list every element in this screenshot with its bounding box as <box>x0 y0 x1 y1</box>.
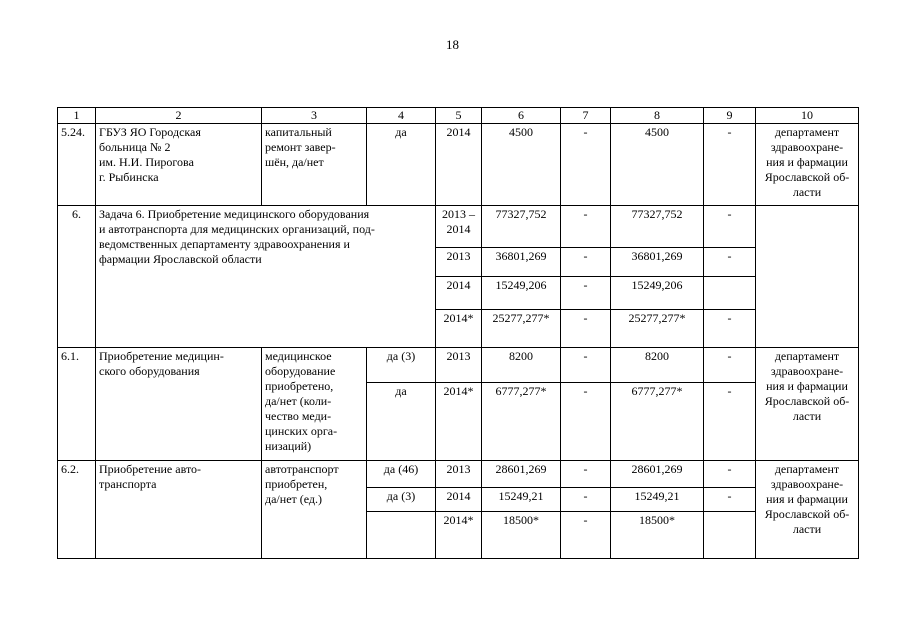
row-year: 2014 <box>436 124 482 206</box>
row-executor: департамент здравоохране- ния и фармации Ярославской об- ласти <box>756 461 859 559</box>
table-row <box>58 348 859 383</box>
header-cell: 1 <box>58 108 96 124</box>
table-row <box>58 206 859 248</box>
row-executor: департамент здравоохране- ния и фармации Ярославской об- ласти <box>756 124 859 206</box>
row-col9: - <box>704 461 756 488</box>
header-cell: 10 <box>756 108 859 124</box>
row-name: ГБУЗ ЯО Городская больница № 2 им. Н.И. Пирогова г. Рыбинска <box>96 124 262 206</box>
row-year: 2013 <box>436 461 482 488</box>
header-cell: 7 <box>561 108 611 124</box>
program-table <box>57 107 859 559</box>
header-cell: 3 <box>262 108 367 124</box>
row-value: да (3) <box>367 348 436 383</box>
row-col8: 8200 <box>611 348 704 383</box>
header-cell: 6 <box>482 108 561 124</box>
row-col6: 8200 <box>482 348 561 383</box>
row-col7: - <box>561 461 611 488</box>
header-cell: 5 <box>436 108 482 124</box>
row-col9: - <box>704 248 756 277</box>
row-year: 2014* <box>436 512 482 559</box>
row-year: 2014 <box>436 277 482 310</box>
row-value <box>367 512 436 559</box>
row-name: Приобретение авто- транспорта <box>96 461 262 559</box>
row-executor: департамент здравоохране- ния и фармации Ярославской об- ласти <box>756 348 859 461</box>
row-col6: 77327,752 <box>482 206 561 248</box>
row-year: 2014* <box>436 310 482 348</box>
row-col6: 4500 <box>482 124 561 206</box>
row-name: Приобретение медицин- ского оборудования <box>96 348 262 461</box>
row-number: 5.24. <box>58 124 96 206</box>
row-col8: 15249,21 <box>611 488 704 512</box>
row-number: 6.1. <box>58 348 96 461</box>
row-col7: - <box>561 248 611 277</box>
row-col8: 15249,206 <box>611 277 704 310</box>
row-col9: - <box>704 488 756 512</box>
row-indicator: капитальный ремонт завер- шён, да/нет <box>262 124 367 206</box>
header-cell: 4 <box>367 108 436 124</box>
row-col9: - <box>704 310 756 348</box>
row-value: да (3) <box>367 488 436 512</box>
row-year: 2013 – 2014 <box>436 206 482 248</box>
row-col7: - <box>561 383 611 461</box>
row-col7: - <box>561 124 611 206</box>
row-col6: 6777,277* <box>482 383 561 461</box>
row-col8: 28601,269 <box>611 461 704 488</box>
row-col7: - <box>561 348 611 383</box>
row-indicator: медицинское оборудование приобретено, да/нет (коли- чество меди- цинских орга- низаций) <box>262 348 367 461</box>
row-value: да <box>367 124 436 206</box>
row-col7: - <box>561 488 611 512</box>
header-cell: 9 <box>704 108 756 124</box>
row-year: 2014 <box>436 488 482 512</box>
table-row <box>58 461 859 488</box>
row-value: да (46) <box>367 461 436 488</box>
row-col6: 15249,21 <box>482 488 561 512</box>
row-col9: - <box>704 383 756 461</box>
row-indicator: автотранспорт приобретен, да/нет (ед.) <box>262 461 367 559</box>
row-col6: 36801,269 <box>482 248 561 277</box>
row-col8: 36801,269 <box>611 248 704 277</box>
row-year: 2013 <box>436 348 482 383</box>
row-col7: - <box>561 512 611 559</box>
row-col9 <box>704 512 756 559</box>
row-col7: - <box>561 206 611 248</box>
row-col6: 25277,277* <box>482 310 561 348</box>
header-cell: 2 <box>96 108 262 124</box>
row-col7: - <box>561 310 611 348</box>
row-col8: 6777,277* <box>611 383 704 461</box>
row-col9: - <box>704 124 756 206</box>
row-number: 6.2. <box>58 461 96 559</box>
row-col6: 18500* <box>482 512 561 559</box>
task-title: Задача 6. Приобретение медицинского оборудования и автотранспорта для медицинских организаций, под- ведомственных департаменту здравоохранения и фармации Ярославской области <box>96 206 436 348</box>
row-value: да <box>367 383 436 461</box>
row-col8: 25277,277* <box>611 310 704 348</box>
table-row <box>58 124 859 206</box>
header-row <box>58 108 859 124</box>
row-col9: - <box>704 348 756 383</box>
row-col6: 28601,269 <box>482 461 561 488</box>
row-col6: 15249,206 <box>482 277 561 310</box>
row-col7: - <box>561 277 611 310</box>
row-col9: - <box>704 206 756 248</box>
row-col8: 18500* <box>611 512 704 559</box>
row-col8: 77327,752 <box>611 206 704 248</box>
row-executor <box>756 206 859 348</box>
row-col9 <box>704 277 756 310</box>
header-cell: 8 <box>611 108 704 124</box>
row-col8: 4500 <box>611 124 704 206</box>
row-year: 2013 <box>436 248 482 277</box>
row-year: 2014* <box>436 383 482 461</box>
row-number: 6. <box>58 206 96 348</box>
page-number: 18 <box>446 37 459 52</box>
